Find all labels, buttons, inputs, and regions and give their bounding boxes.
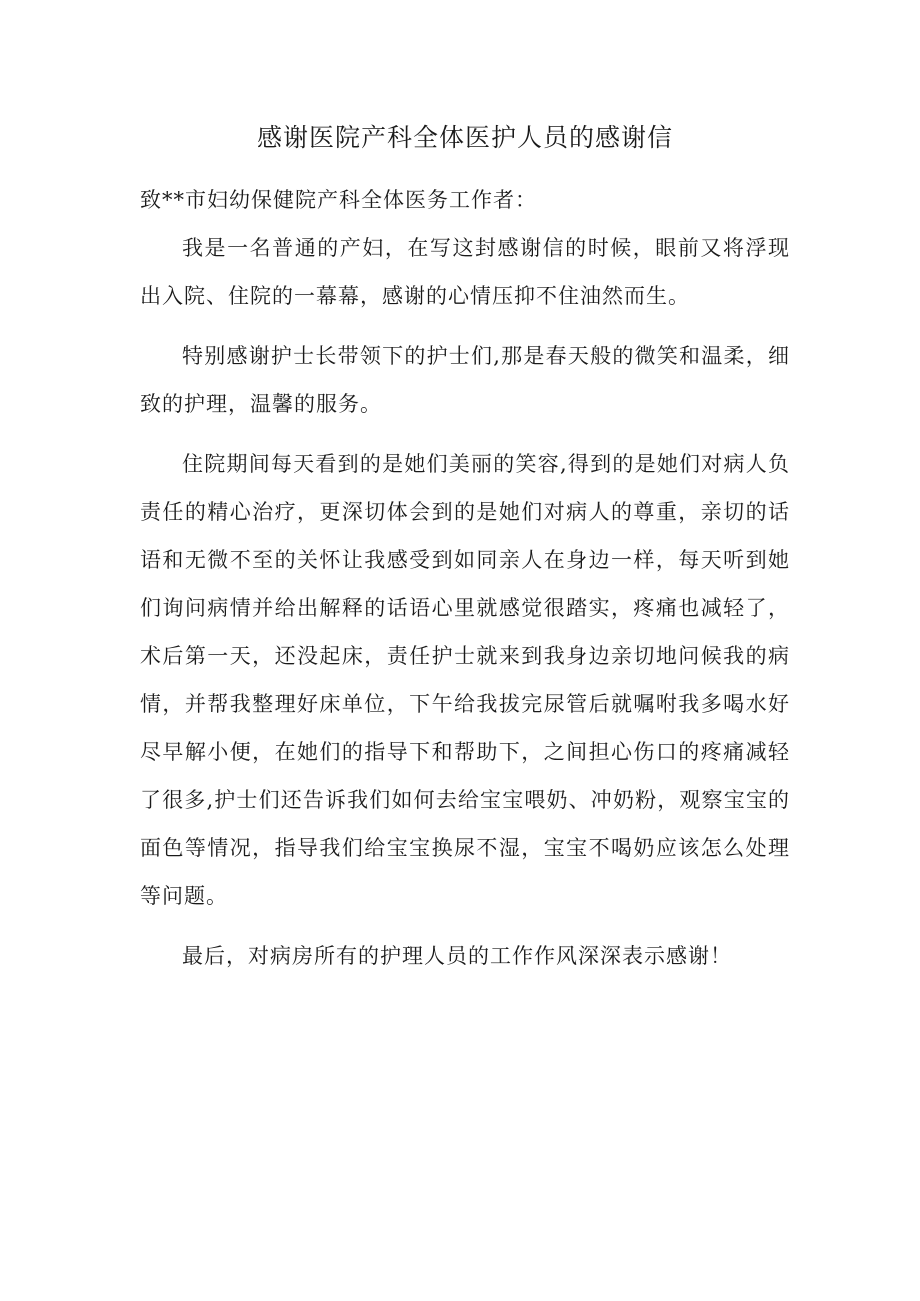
- letter-paragraphs: [140, 224, 790, 980]
- letter-body: [140, 118, 790, 992]
- letter-salutation: 致**市妇幼保健院产科全体医务工作者：: [140, 188, 537, 212]
- letter-paragraph: 我是一名普通的产妇，在写这封感谢信的时候，眼前又将浮现出入院、住院的一幕幕，感谢的心情压抑不住油然而生。: [140, 236, 790, 308]
- letter-paragraph: 特别感谢护士长带领下的护士们,那是春天般的微笑和温柔，细致的护理，温馨的服务。: [140, 344, 790, 416]
- letter-paragraph: 最后，对病房所有的护理人员的工作作风深深表示感谢！: [182, 944, 732, 968]
- letter-paragraph: 住院期间每天看到的是她们美丽的笑容,得到的是她们对病人负责任的精心治疗，更深切体会到的是她们对病人的尊重，亲切的话语和无微不至的关怀让我感受到如同亲人在身边一样，每天听到她们询问病情并给出解释的话语心里就感觉很踏实，疼痛也减轻了，术后第一天，还没起床，责任护士就来到我身边亲切地问候我的病情，并帮我整理好床单位，下午给我拔完尿管后就嘱咐我多喝水好尽早解小便，在她们的指导下和帮助下，之间担心伤口的疼痛减轻了很多,护士们还告诉我们如何去给宝宝喂奶、冲奶粉，观察宝宝的面色等情况，指导我们给宝宝换尿不湿，宝宝不喝奶应该怎么处理等问题。: [140, 452, 790, 908]
- letter-title: 感谢医院产科全体医护人员的感谢信: [256, 123, 673, 152]
